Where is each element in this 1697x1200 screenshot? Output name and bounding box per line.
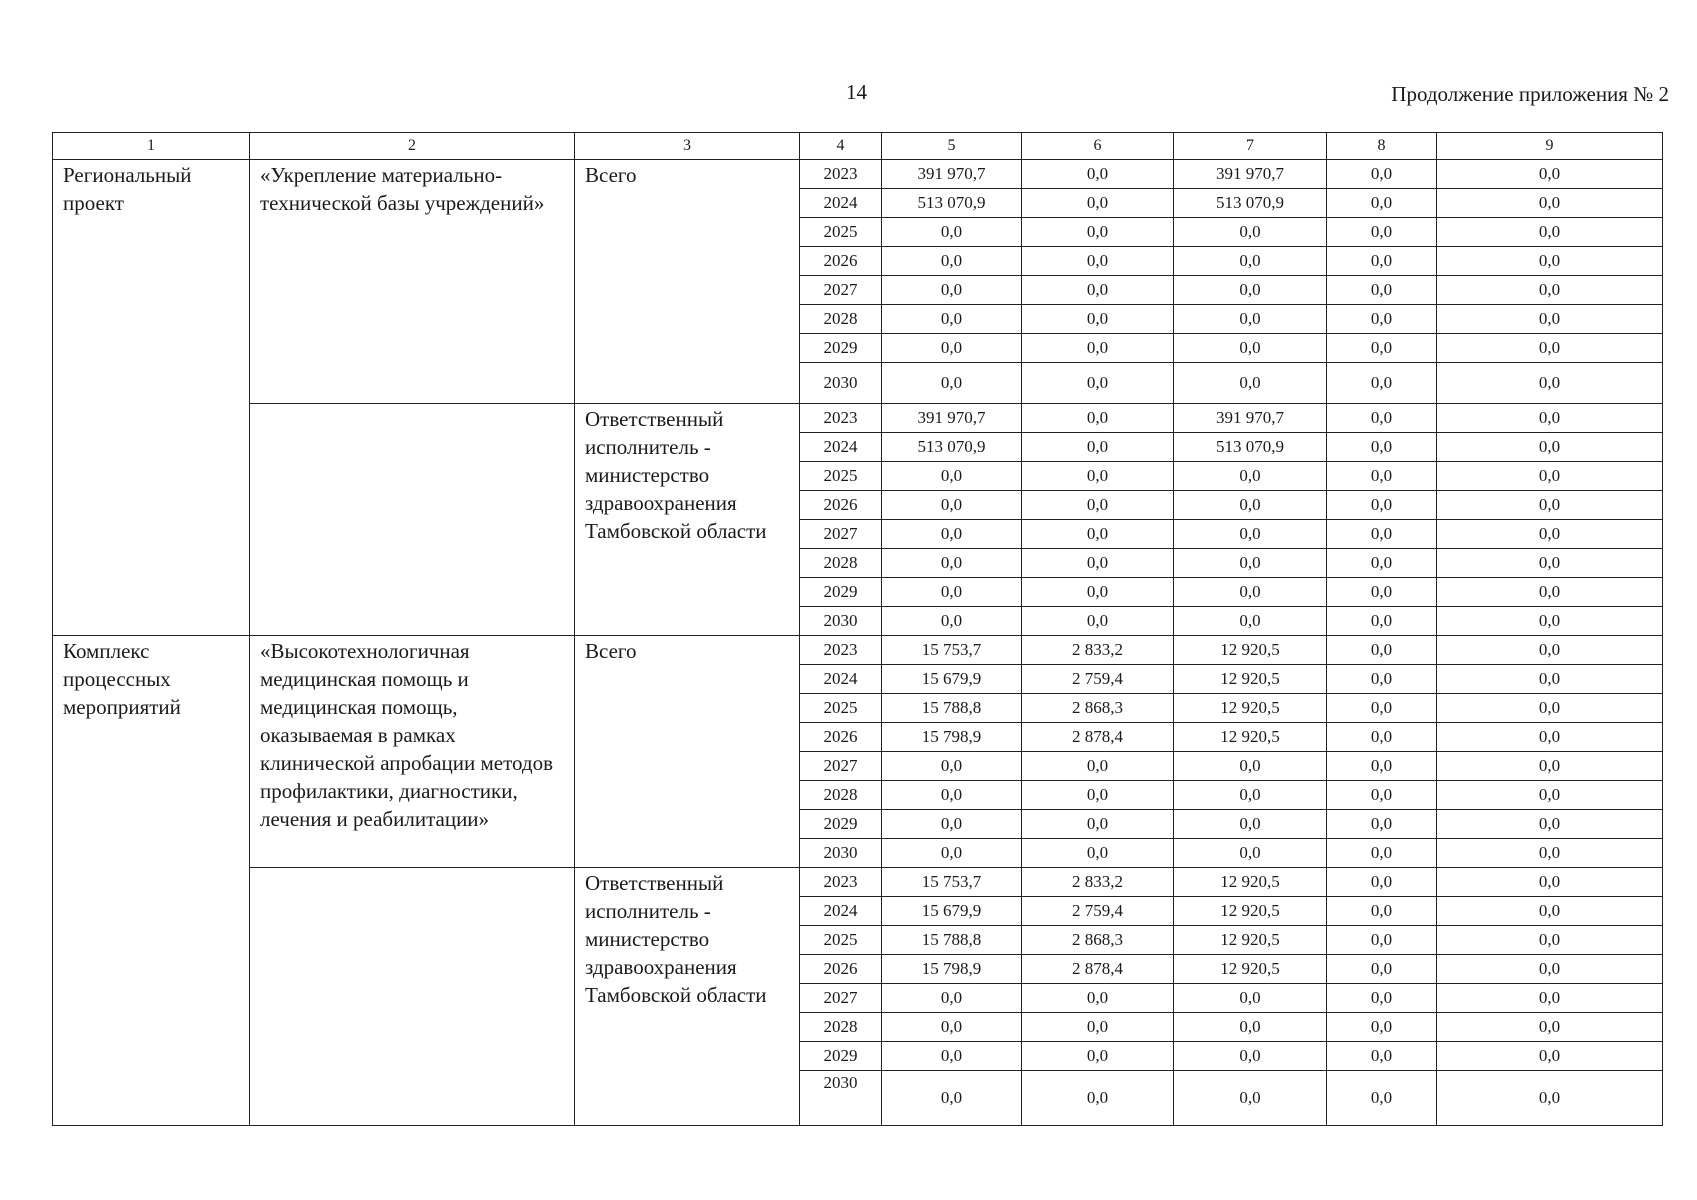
amount-cell: 0,0	[882, 1071, 1022, 1126]
amount-cell: 0,0	[1437, 665, 1663, 694]
column-header: 7	[1174, 133, 1327, 160]
amount-cell: 0,0	[1437, 160, 1663, 189]
amount-cell: 0,0	[1022, 839, 1174, 868]
amount-cell: 12 920,5	[1174, 897, 1327, 926]
amount-cell: 0,0	[1327, 276, 1437, 305]
amount-cell: 0,0	[1022, 334, 1174, 363]
program-name: «Высокотехнологичная медицинская помощь и медицинская помощь, оказываемая в рамках клинической апробации методов профилактики, диагностики, лечения и реабилитации»	[250, 636, 575, 868]
amount-cell: 0,0	[1174, 810, 1327, 839]
amount-cell: 0,0	[1437, 1042, 1663, 1071]
funding-group-label: Ответственный исполнитель - министерство здравоохранения Тамбовской области	[575, 868, 800, 1126]
amount-cell: 0,0	[882, 810, 1022, 839]
amount-cell: 0,0	[1437, 334, 1663, 363]
funding-group-label: Всего	[575, 160, 800, 404]
column-header: 2	[250, 133, 575, 160]
amount-cell: 0,0	[1327, 607, 1437, 636]
amount-cell: 0,0	[1174, 1071, 1327, 1126]
amount-cell: 0,0	[1437, 491, 1663, 520]
amount-cell: 0,0	[882, 305, 1022, 334]
amount-cell: 0,0	[1022, 984, 1174, 1013]
amount-cell: 0,0	[1327, 781, 1437, 810]
amount-cell: 0,0	[1327, 520, 1437, 549]
amount-cell: 391 970,7	[882, 160, 1022, 189]
year-cell: 2025	[800, 218, 882, 247]
amount-cell: 0,0	[1437, 433, 1663, 462]
amount-cell: 12 920,5	[1174, 723, 1327, 752]
year-cell: 2030	[800, 1071, 882, 1126]
amount-cell: 0,0	[1174, 218, 1327, 247]
amount-cell: 0,0	[882, 363, 1022, 404]
year-cell: 2028	[800, 305, 882, 334]
year-cell: 2026	[800, 955, 882, 984]
amount-cell: 0,0	[1437, 781, 1663, 810]
amount-cell: 0,0	[1022, 1071, 1174, 1126]
amount-cell: 0,0	[1022, 810, 1174, 839]
amount-cell: 0,0	[1327, 752, 1437, 781]
year-cell: 2028	[800, 1013, 882, 1042]
column-header: 6	[1022, 133, 1174, 160]
amount-cell: 0,0	[882, 276, 1022, 305]
amount-cell: 0,0	[1327, 810, 1437, 839]
amount-cell: 0,0	[882, 218, 1022, 247]
table-row	[53, 404, 1663, 433]
amount-cell: 12 920,5	[1174, 694, 1327, 723]
amount-cell: 0,0	[1174, 549, 1327, 578]
amount-cell: 15 798,9	[882, 955, 1022, 984]
year-cell: 2027	[800, 276, 882, 305]
amount-cell: 0,0	[1022, 462, 1174, 491]
amount-cell: 0,0	[1327, 897, 1437, 926]
amount-cell: 0,0	[1022, 578, 1174, 607]
year-cell: 2029	[800, 334, 882, 363]
amount-cell: 0,0	[1174, 491, 1327, 520]
amount-cell: 0,0	[1327, 247, 1437, 276]
amount-cell: 0,0	[1022, 491, 1174, 520]
year-cell: 2023	[800, 404, 882, 433]
amount-cell: 15 753,7	[882, 636, 1022, 665]
program-type: Комплекс процессных мероприятий	[53, 636, 250, 1126]
amount-cell: 0,0	[1022, 1042, 1174, 1071]
year-cell: 2028	[800, 549, 882, 578]
funding-group-label: Ответственный исполнитель - министерство здравоохранения Тамбовской области	[575, 404, 800, 636]
amount-cell: 0,0	[1437, 363, 1663, 404]
amount-cell: 0,0	[1327, 305, 1437, 334]
amount-cell: 0,0	[1174, 578, 1327, 607]
table-row	[53, 868, 1663, 897]
amount-cell: 0,0	[1174, 781, 1327, 810]
amount-cell: 0,0	[1437, 752, 1663, 781]
amount-cell: 0,0	[1437, 578, 1663, 607]
amount-cell: 2 878,4	[1022, 723, 1174, 752]
program-type: Региональный проект	[53, 160, 250, 636]
amount-cell: 0,0	[1437, 520, 1663, 549]
amount-cell: 0,0	[1327, 160, 1437, 189]
amount-cell: 0,0	[1437, 926, 1663, 955]
amount-cell: 513 070,9	[1174, 189, 1327, 218]
amount-cell: 0,0	[1327, 723, 1437, 752]
amount-cell: 0,0	[882, 549, 1022, 578]
column-header: 1	[53, 133, 250, 160]
amount-cell: 0,0	[1022, 276, 1174, 305]
table-row	[53, 636, 1663, 665]
amount-cell: 0,0	[1437, 897, 1663, 926]
year-cell: 2023	[800, 160, 882, 189]
amount-cell: 0,0	[882, 247, 1022, 276]
amount-cell: 0,0	[1327, 955, 1437, 984]
amount-cell: 0,0	[1437, 607, 1663, 636]
amount-cell: 0,0	[1437, 1071, 1663, 1126]
amount-cell: 0,0	[1437, 984, 1663, 1013]
amount-cell: 0,0	[1174, 607, 1327, 636]
amount-cell: 0,0	[1327, 404, 1437, 433]
year-cell: 2027	[800, 520, 882, 549]
program-name-empty	[250, 868, 575, 1126]
amount-cell: 0,0	[882, 491, 1022, 520]
amount-cell: 0,0	[1022, 218, 1174, 247]
amount-cell: 0,0	[1327, 1013, 1437, 1042]
amount-cell: 0,0	[1327, 636, 1437, 665]
amount-cell: 12 920,5	[1174, 955, 1327, 984]
program-name-empty	[250, 404, 575, 636]
amount-cell: 0,0	[1022, 433, 1174, 462]
amount-cell: 513 070,9	[882, 189, 1022, 218]
amount-cell: 2 833,2	[1022, 868, 1174, 897]
amount-cell: 0,0	[1327, 462, 1437, 491]
amount-cell: 0,0	[882, 607, 1022, 636]
amount-cell: 0,0	[882, 520, 1022, 549]
table-row	[53, 160, 1663, 189]
amount-cell: 0,0	[1174, 520, 1327, 549]
year-cell: 2026	[800, 247, 882, 276]
amount-cell: 0,0	[1327, 1042, 1437, 1071]
amount-cell: 0,0	[1174, 752, 1327, 781]
amount-cell: 0,0	[1327, 334, 1437, 363]
amount-cell: 0,0	[882, 781, 1022, 810]
year-cell: 2024	[800, 665, 882, 694]
amount-cell: 0,0	[1327, 868, 1437, 897]
amount-cell: 15 788,8	[882, 926, 1022, 955]
amount-cell: 0,0	[1437, 723, 1663, 752]
amount-cell: 0,0	[1327, 549, 1437, 578]
table-body	[53, 160, 1663, 1126]
program-name: «Укрепление материально-технической базы учреждений»	[250, 160, 575, 404]
amount-cell: 0,0	[1327, 363, 1437, 404]
funding-group-label: Всего	[575, 636, 800, 868]
page-number: 14	[846, 80, 867, 104]
amount-cell: 0,0	[1327, 984, 1437, 1013]
year-cell: 2030	[800, 363, 882, 404]
column-header: 4	[800, 133, 882, 160]
amount-cell: 12 920,5	[1174, 926, 1327, 955]
amount-cell: 0,0	[1174, 1013, 1327, 1042]
amount-cell: 2 868,3	[1022, 694, 1174, 723]
amount-cell: 2 759,4	[1022, 897, 1174, 926]
amount-cell: 0,0	[1174, 305, 1327, 334]
amount-cell: 0,0	[1022, 549, 1174, 578]
amount-cell: 0,0	[1327, 491, 1437, 520]
amount-cell: 0,0	[882, 578, 1022, 607]
amount-cell: 15 788,8	[882, 694, 1022, 723]
amount-cell: 2 833,2	[1022, 636, 1174, 665]
amount-cell: 0,0	[1022, 404, 1174, 433]
amount-cell: 0,0	[1174, 1042, 1327, 1071]
amount-cell: 0,0	[1437, 839, 1663, 868]
amount-cell: 0,0	[1327, 694, 1437, 723]
amount-cell: 0,0	[1327, 665, 1437, 694]
column-header: 3	[575, 133, 800, 160]
amount-cell: 0,0	[1327, 926, 1437, 955]
amount-cell: 0,0	[1022, 607, 1174, 636]
amount-cell: 0,0	[1437, 1013, 1663, 1042]
amount-cell: 0,0	[1437, 810, 1663, 839]
amount-cell: 513 070,9	[882, 433, 1022, 462]
amount-cell: 0,0	[1022, 189, 1174, 218]
amount-cell: 0,0	[1174, 247, 1327, 276]
year-cell: 2024	[800, 189, 882, 218]
amount-cell: 0,0	[882, 462, 1022, 491]
amount-cell: 0,0	[1327, 189, 1437, 218]
amount-cell: 0,0	[1022, 160, 1174, 189]
amount-cell: 0,0	[1327, 1071, 1437, 1126]
amount-cell: 0,0	[1022, 305, 1174, 334]
amount-cell: 0,0	[1437, 247, 1663, 276]
amount-cell: 0,0	[882, 752, 1022, 781]
amount-cell: 0,0	[882, 984, 1022, 1013]
amount-cell: 15 753,7	[882, 868, 1022, 897]
amount-cell: 12 920,5	[1174, 665, 1327, 694]
year-cell: 2024	[800, 897, 882, 926]
year-cell: 2029	[800, 578, 882, 607]
funding-table	[52, 132, 1663, 1126]
amount-cell: 0,0	[1022, 363, 1174, 404]
amount-cell: 15 798,9	[882, 723, 1022, 752]
amount-cell: 15 679,9	[882, 897, 1022, 926]
amount-cell: 0,0	[1437, 694, 1663, 723]
year-cell: 2025	[800, 462, 882, 491]
amount-cell: 0,0	[1437, 276, 1663, 305]
column-number-row	[53, 133, 1663, 160]
amount-cell: 0,0	[1437, 636, 1663, 665]
amount-cell: 0,0	[1437, 549, 1663, 578]
amount-cell: 0,0	[1174, 276, 1327, 305]
amount-cell: 0,0	[1437, 955, 1663, 984]
amount-cell: 2 878,4	[1022, 955, 1174, 984]
year-cell: 2029	[800, 810, 882, 839]
amount-cell: 0,0	[882, 1013, 1022, 1042]
amount-cell: 2 868,3	[1022, 926, 1174, 955]
year-cell: 2023	[800, 636, 882, 665]
amount-cell: 0,0	[1437, 868, 1663, 897]
amount-cell: 391 970,7	[882, 404, 1022, 433]
amount-cell: 0,0	[1174, 984, 1327, 1013]
year-cell: 2028	[800, 781, 882, 810]
amount-cell: 0,0	[1174, 334, 1327, 363]
amount-cell: 391 970,7	[1174, 160, 1327, 189]
amount-cell: 0,0	[1174, 462, 1327, 491]
amount-cell: 0,0	[1327, 839, 1437, 868]
amount-cell: 12 920,5	[1174, 868, 1327, 897]
appendix-continuation-label: Продолжение приложения № 2	[1391, 82, 1669, 106]
amount-cell: 391 970,7	[1174, 404, 1327, 433]
amount-cell: 0,0	[1437, 404, 1663, 433]
amount-cell: 0,0	[1174, 839, 1327, 868]
amount-cell: 0,0	[1022, 781, 1174, 810]
year-cell: 2026	[800, 723, 882, 752]
amount-cell: 0,0	[882, 1042, 1022, 1071]
amount-cell: 0,0	[1022, 752, 1174, 781]
amount-cell: 15 679,9	[882, 665, 1022, 694]
amount-cell: 513 070,9	[1174, 433, 1327, 462]
year-cell: 2030	[800, 839, 882, 868]
amount-cell: 0,0	[1327, 578, 1437, 607]
amount-cell: 0,0	[1327, 433, 1437, 462]
amount-cell: 0,0	[1437, 189, 1663, 218]
year-cell: 2025	[800, 694, 882, 723]
amount-cell: 0,0	[1174, 363, 1327, 404]
year-cell: 2029	[800, 1042, 882, 1071]
year-cell: 2027	[800, 752, 882, 781]
year-cell: 2027	[800, 984, 882, 1013]
amount-cell: 0,0	[1022, 247, 1174, 276]
amount-cell: 12 920,5	[1174, 636, 1327, 665]
amount-cell: 0,0	[1437, 218, 1663, 247]
amount-cell: 0,0	[1022, 520, 1174, 549]
column-header: 9	[1437, 133, 1663, 160]
amount-cell: 0,0	[1327, 218, 1437, 247]
year-cell: 2024	[800, 433, 882, 462]
amount-cell: 0,0	[1437, 462, 1663, 491]
year-cell: 2030	[800, 607, 882, 636]
amount-cell: 0,0	[1022, 1013, 1174, 1042]
year-cell: 2026	[800, 491, 882, 520]
amount-cell: 0,0	[882, 839, 1022, 868]
year-cell: 2023	[800, 868, 882, 897]
amount-cell: 0,0	[882, 334, 1022, 363]
year-cell: 2025	[800, 926, 882, 955]
column-header: 8	[1327, 133, 1437, 160]
amount-cell: 0,0	[1437, 305, 1663, 334]
column-header: 5	[882, 133, 1022, 160]
amount-cell: 2 759,4	[1022, 665, 1174, 694]
